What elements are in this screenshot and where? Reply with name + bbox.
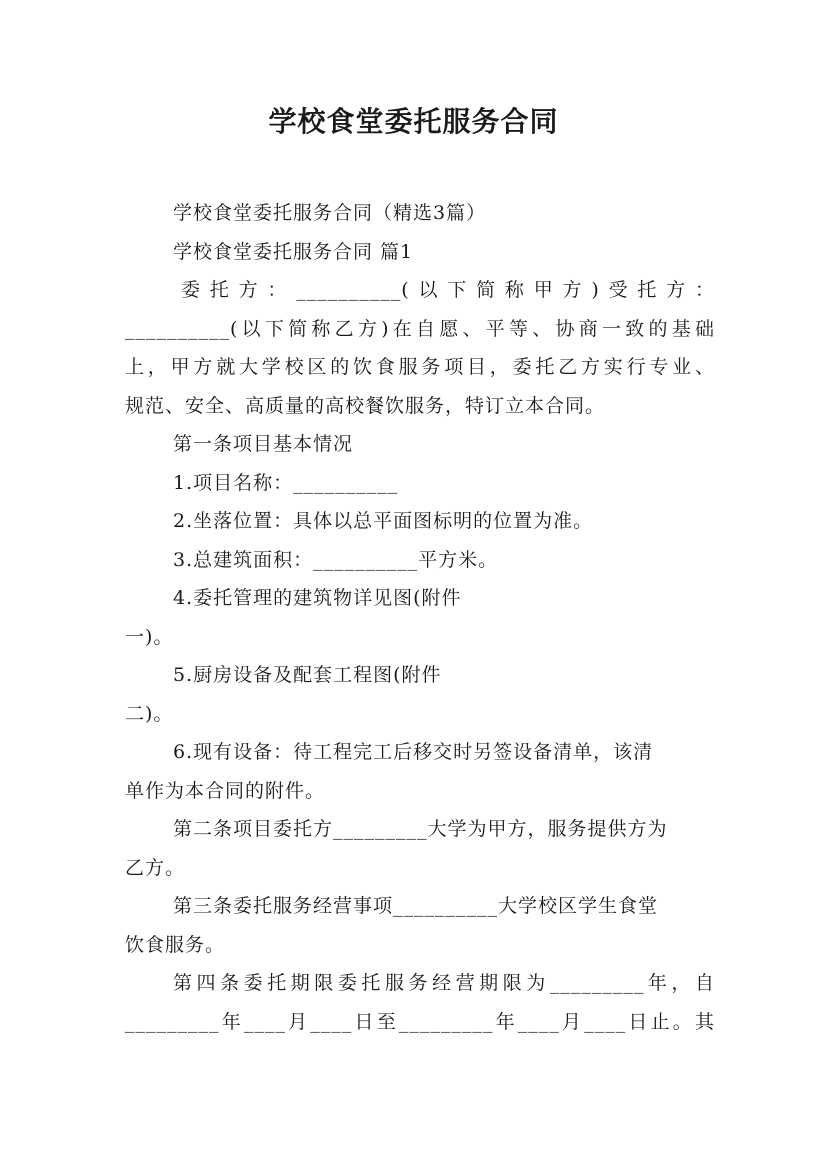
paragraph: _________年____月____日至_________年____月____日止。其 — [125, 1010, 715, 1033]
paragraph: 上，甲方就大学校区的饮食服务项目，委托乙方实行专业、 — [125, 356, 715, 378]
paragraph: 第二条项目委托方_________大学为甲方，服务提供方为 — [173, 818, 668, 840]
paragraph: 5.厨房设备及配套工程图(附件 — [173, 664, 442, 686]
paragraph: 单作为本合同的附件。 — [125, 779, 326, 802]
section-heading: 第一条项目基本情况 — [173, 433, 354, 455]
paragraph: 2.坐落位置：具体以总平面图标明的位置为准。 — [173, 510, 594, 532]
document-title: 学校食堂委托服务合同 — [268, 105, 559, 138]
paragraph: 3.总建筑面积：__________平方米。 — [173, 548, 499, 571]
paragraph: 4.委托管理的建筑物详见图(附件 — [173, 587, 462, 609]
paragraph: 规范、安全、高质量的高校餐饮服务，特订立本合同。 — [125, 394, 606, 417]
document-body — [125, 194, 715, 1041]
paragraph: __________(以下简称乙方)在自愿、平等、协商一致的基础 — [125, 317, 715, 340]
paragraph: 学校食堂委托服务合同（精选3篇） — [173, 202, 487, 224]
paragraph: 二)。 — [125, 702, 174, 725]
paragraph: 学校食堂委托服务合同 篇1 — [173, 240, 414, 263]
paragraph: 6.现有设备：待工程完工后移交时另签设备清单，该清 — [173, 741, 654, 763]
paragraph: 委托方：__________(以下简称甲方)受托方： — [181, 279, 715, 301]
paragraph: 第四条委托期限委托服务经营期限为_________年，自 — [173, 972, 715, 994]
paragraph: 一)。 — [125, 625, 174, 648]
paragraph: 第三条委托服务经营事项__________大学校区学生食堂 — [173, 895, 659, 917]
paragraph: 1.项目名称：__________ — [173, 471, 399, 494]
paragraph: 乙方。 — [125, 856, 186, 879]
paragraph: 饮食服务。 — [125, 933, 226, 956]
